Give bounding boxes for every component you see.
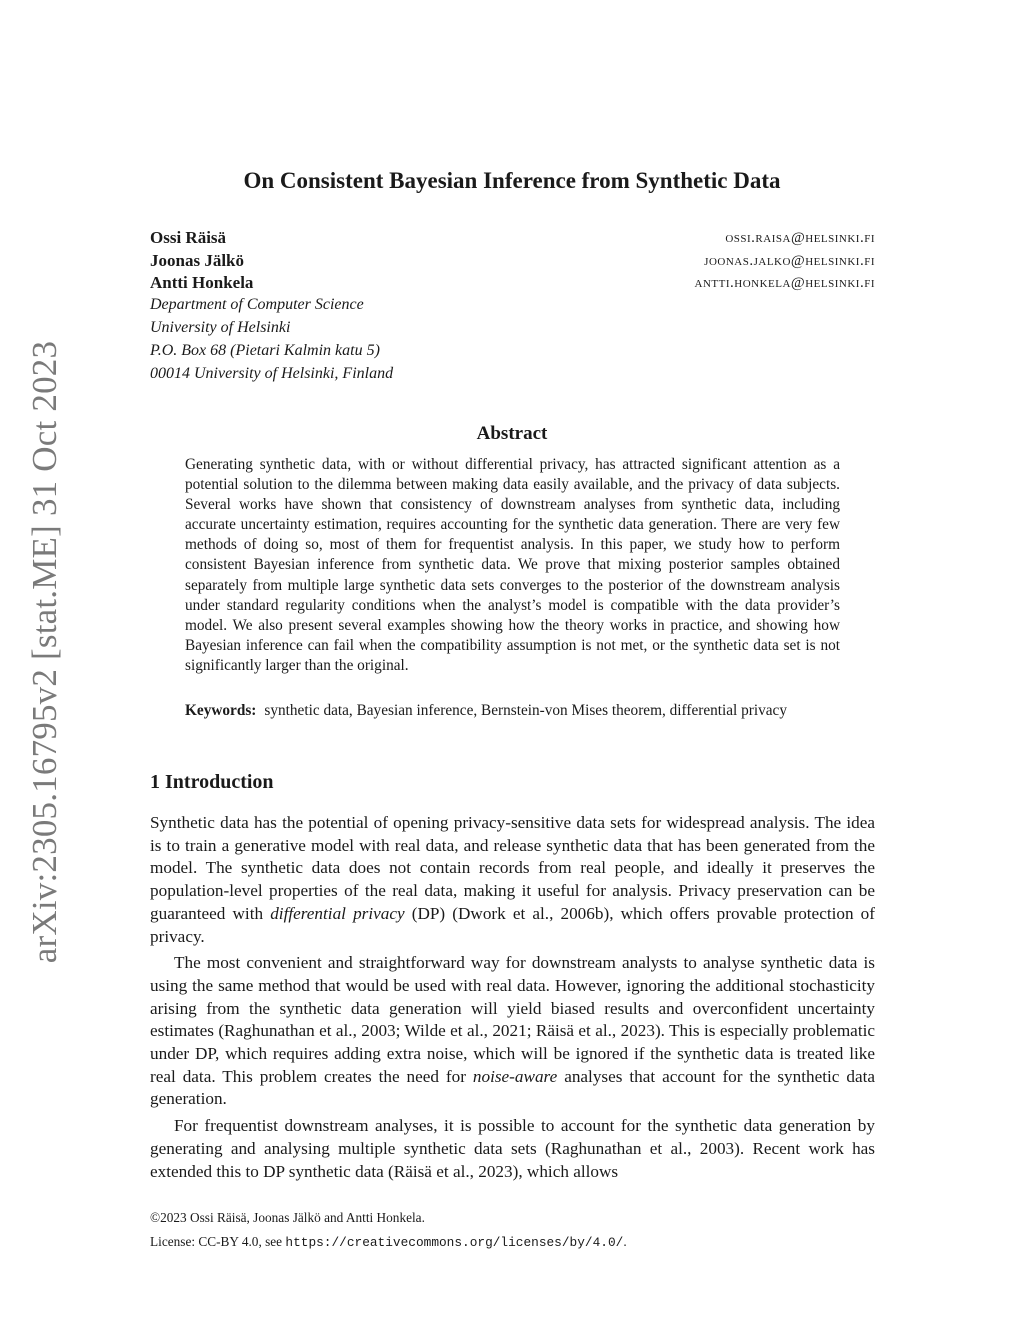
author-email[interactable]: ossi.raisa@helsinki.fi [725,230,875,246]
author-email[interactable]: antti.honkela@helsinki.fi [694,275,875,291]
license-text: License: CC-BY 4.0, see [150,1234,286,1249]
keywords [185,701,840,721]
license-notice [150,1234,627,1250]
text: (DP) (Dwork et al., 2006b), which offers provable protection of privacy. [150,903,875,946]
affiliation-line: P.O. Box 68 (Pietari Kalmin katu 5) [150,342,380,359]
introduction-body [150,812,875,1187]
text: Synthetic data has the potential of opening privacy-sensitive data sets for widespread analysis. The idea is to train a generative model with real data, and release synthetic data that has been generated from the model. The synthetic data does not contain records from real people, and ideally it preserves the population-level properties of the real data, making it useful for analysis. Privacy preservation can be guaranteed with [150,813,875,923]
author-name: Ossi Räisä [150,228,227,247]
abstract-text: Generating synthetic data, with or without differential privacy, has attracted significant attention as a potential solution to the dilemma between making data easily available, and the privacy of data subjects. Several works have shown that consistency of downstream analyses from synthetic data, including accurate uncertainty estimation, requires accounting for the synthetic data generation. There are very few methods of doing so, most of them for frequentist analysis. In this paper, we study how to perform consistent Bayesian inference from synthetic data. We prove that mixing posterior samples obtained separately from multiple large synthetic data sets converges to the posterior of the downstream analysis under standard regularity conditions when the analyst’s model is compatible with the data provider’s model. We also present several examples showing how the theory works in practice, and showing how Bayesian inference can fail when the compatibility assumption is not met, or the synthetic data set is not significantly larger than the original. [185,456,840,674]
affiliation-line: 00014 University of Helsinki, Finland [150,365,394,382]
footer [150,1210,627,1258]
copyright-notice: ©2023 Ossi Räisä, Joonas Jälkö and Antti Honkela. [150,1210,425,1225]
author-name: Antti Honkela [150,273,254,292]
author-email[interactable]: joonas.jalko@helsinki.fi [704,253,875,269]
author-name: Joonas Jälkö [150,251,244,270]
arxiv-identifier-stamp: arXiv:2305.16795v2 [stat.ME] 31 Oct 2023 [25,340,64,964]
paragraph: For frequentist downstream analyses, it is possible to account for the synthetic data generation by generating and analysing multiple synthetic data sets (Raghunathan et al., 2003). Recent work has extended this to DP synthetic data (Räisä et al., 2023), which allows [150,1116,875,1181]
emphasis: differential privacy [270,903,405,923]
affiliation-line: Department of Computer Science [150,296,364,313]
keywords-list: synthetic data, Bayesian inference, Bernstein-von Mises theorem, differential privacy [264,702,787,719]
emphasis: noise-aware [472,1066,558,1086]
abstract-heading: Abstract [476,423,548,444]
paragraph [150,812,875,948]
affiliation-line: University of Helsinki [150,319,291,336]
keywords-label: Keywords: [185,702,257,719]
license-period: . [623,1234,627,1249]
text: analyses that account for the synthetic data generation. [150,1066,875,1109]
text: The most convenient and straightforward way for downstream analysts to analyse synthetic data is using the same method that would be used with real data. However, ignoring the additional stochasticity arising from the synthetic data generation will yield biased results and overconfident uncertainty estimates (Raghunathan et al., 2003; Wilde et al., 2021; Räisä et al., 2023). This is especially problematic under DP, which requires adding extra noise, which will be ignored if the synthetic data is treated like real data. This problem creates the need for [150,953,875,1086]
section-heading-introduction: 1 Introduction [150,771,274,793]
paragraph [150,952,875,1111]
paper-title: On Consistent Bayesian Inference from Synthetic Data [243,168,781,193]
license-link[interactable]: https://creativecommons.org/licenses/by/4.0/ [285,1235,624,1250]
